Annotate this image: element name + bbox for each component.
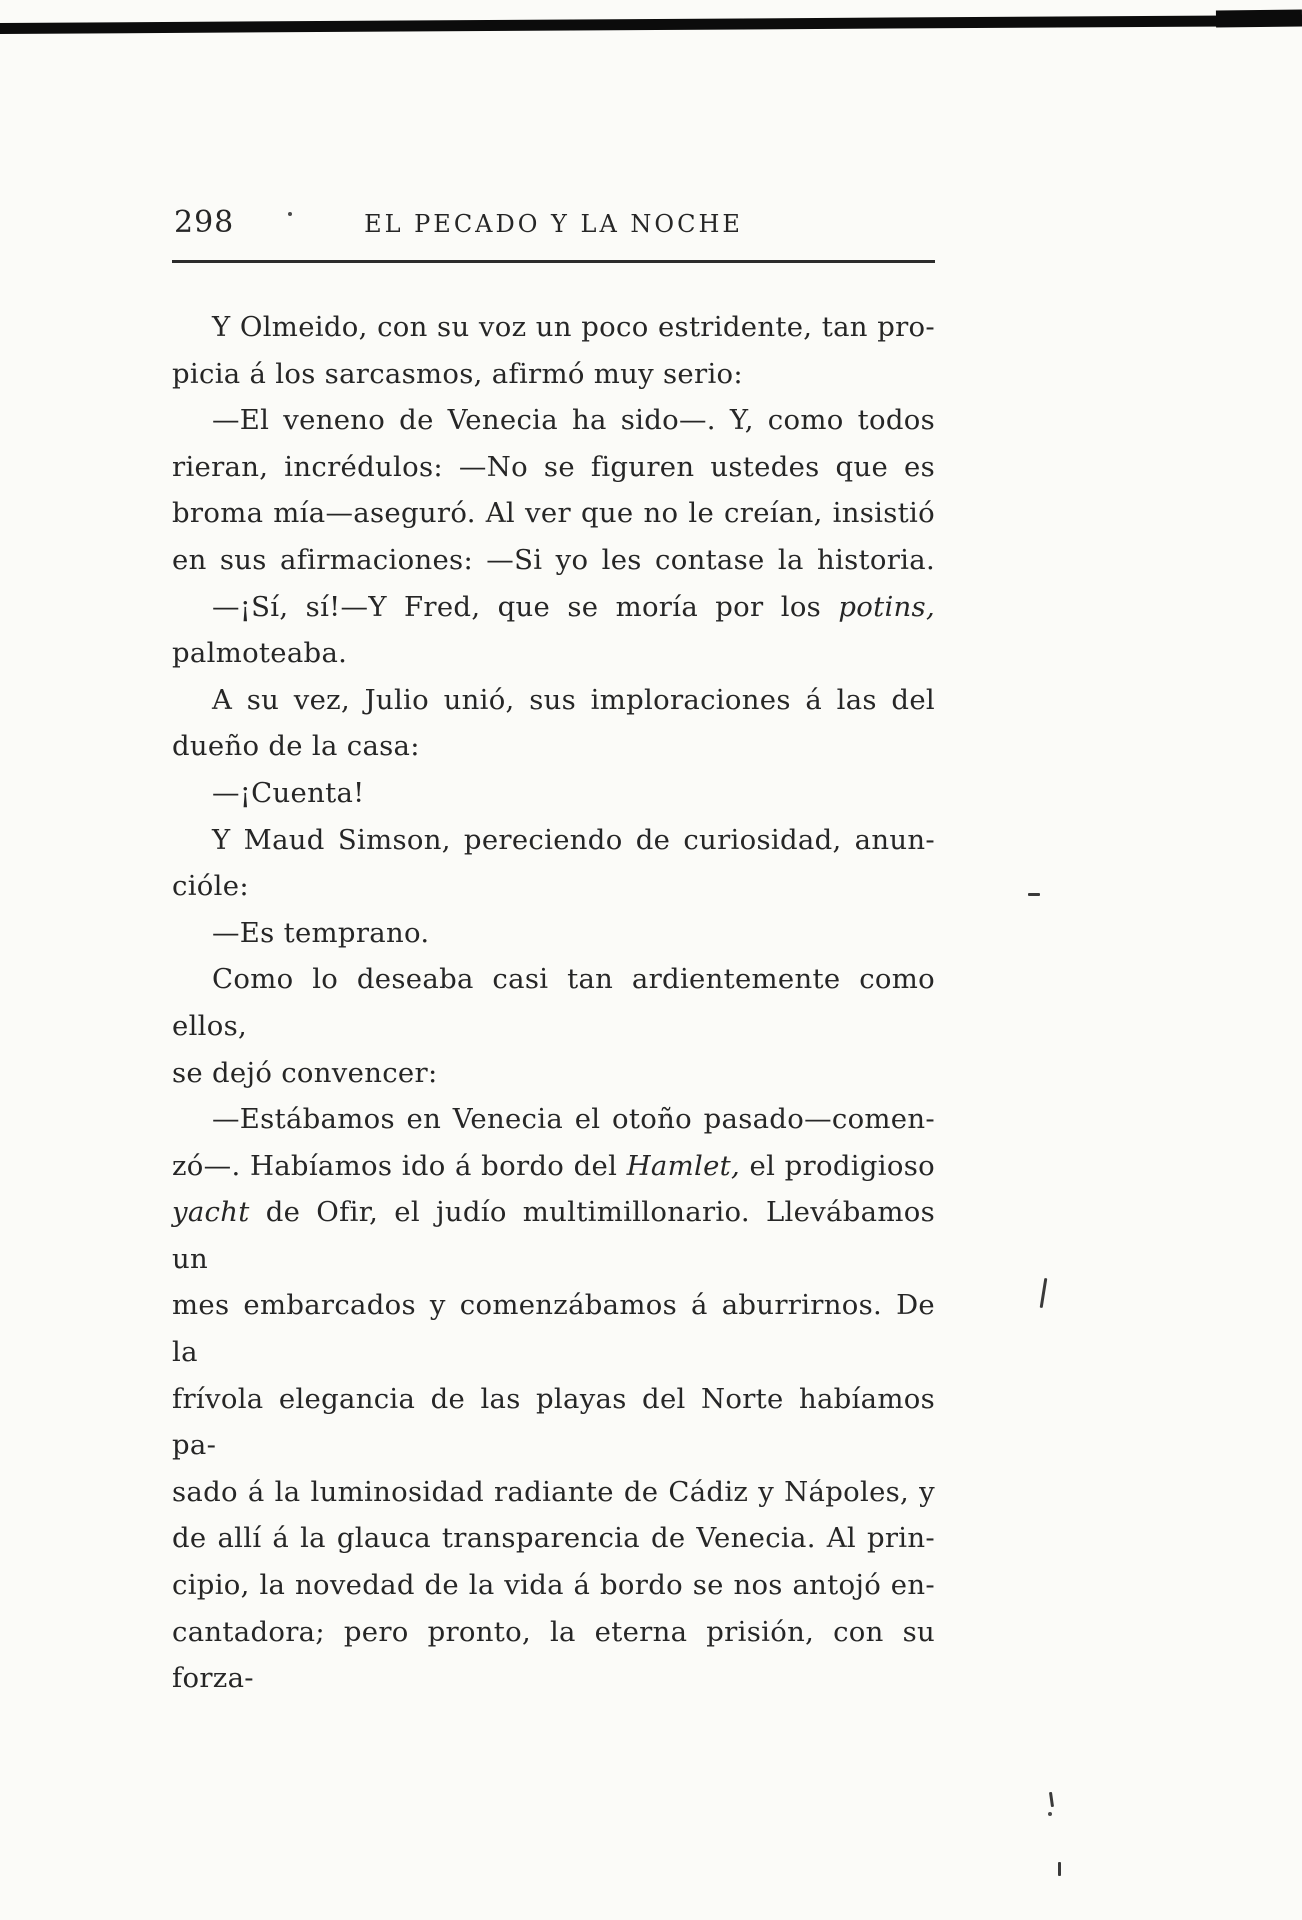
page-number: 298 [174,205,235,240]
text-line [172,677,935,724]
text-segment: cantadora; pero pronto, la eterna prisión, con su forza- [172,1615,935,1695]
text-line [172,1562,935,1609]
text-segment: en sus afirmaciones: —Si yo les contase la historia. [172,543,935,576]
text-line [172,584,935,631]
text-segment: zó—. Habíamos ido á bordo del [172,1149,627,1182]
running-header-title: EL PECADO Y LA NOCHE [364,210,743,238]
text-segment: rieran, incrédulos: —No se figuren ustedes que es [172,450,935,483]
text-segment: —Es temprano. [212,916,430,949]
scan-artifact-speck [1049,1792,1054,1807]
text-segment: Y Olmeido, con su voz un poco estridente, tan pro- [212,311,935,343]
body-text [172,304,935,1702]
scan-artifact-speck [1040,1278,1048,1308]
text-line [172,490,935,537]
text-line [172,351,935,398]
text-segment: frívola elegancia de las playas del Norte habíamos pa- [172,1382,935,1462]
text-segment: Como lo deseaba casi tan ardientemente como ellos, [172,963,935,1042]
scan-artifact-top-bar [0,15,1302,34]
text-line [172,770,935,817]
text-segment: mes embarcados y comenzábamos á aburrirnos. De la [172,1289,935,1369]
italic-text-segment: potins, [838,590,935,623]
text-segment: broma mía—aseguró. Al ver que no le creían, insistió [172,497,935,530]
italic-text-segment: Hamlet, [626,1149,741,1182]
text-line [172,1282,935,1375]
text-segment: se dejó convencer: [172,1056,438,1089]
text-segment: dueño de la casa: [172,730,420,763]
text-segment: A su vez, Julio unió, sus imploraciones á las del [212,683,935,716]
text-line [172,444,935,491]
scan-artifact-speck [1058,1862,1061,1876]
text-segment: de Ofir, el judío multimillonario. Llevábamos un [172,1196,935,1275]
text-line [172,1050,935,1097]
text-line [172,630,935,677]
scan-artifact-speck [1048,1812,1052,1816]
text-segment: —¡Sí, sí!—Y Fred, que se moría por los [212,590,839,623]
scan-artifact-top-right-blob [1216,10,1302,28]
text-line [172,1189,935,1282]
text-line [172,304,935,351]
page-content [172,205,935,1702]
text-line [172,1376,935,1469]
text-line [172,1609,935,1702]
text-line [172,1096,935,1143]
text-segment: cipio, la novedad de la vida á bordo se nos antojó en- [172,1569,935,1602]
text-line [172,817,935,864]
text-line [172,397,935,444]
header-rule [172,260,935,263]
text-line [172,1143,935,1190]
text-line [172,910,935,957]
text-line [172,1515,935,1562]
text-segment: —El veneno de Venecia ha sido—. Y, como todos [212,404,935,437]
text-segment: palmoteaba. [172,637,348,670]
text-segment: de allí á la glauca transparencia de Venecia. Al prin- [172,1522,935,1555]
text-line [172,1469,935,1516]
text-segment: el prodigioso [740,1149,935,1182]
text-segment: Y Maud Simson, pereciendo de curiosidad, anun- [212,823,935,856]
text-segment: cióle: [172,870,249,903]
italic-text-segment: yacht [172,1196,250,1229]
text-line [172,956,935,1049]
text-segment: —Estábamos en Venecia el otoño pasado—comen- [212,1103,935,1136]
running-header [172,205,935,247]
text-line [172,537,935,584]
text-segment: —¡Cuenta! [212,776,365,809]
text-line [172,723,935,770]
text-segment: picia á los sarcasmos, afirmó muy serio: [172,357,743,390]
scan-artifact-speck [1028,893,1040,896]
text-line [172,863,935,910]
text-segment: sado á la luminosidad radiante de Cádiz y Nápoles, y [172,1475,935,1508]
